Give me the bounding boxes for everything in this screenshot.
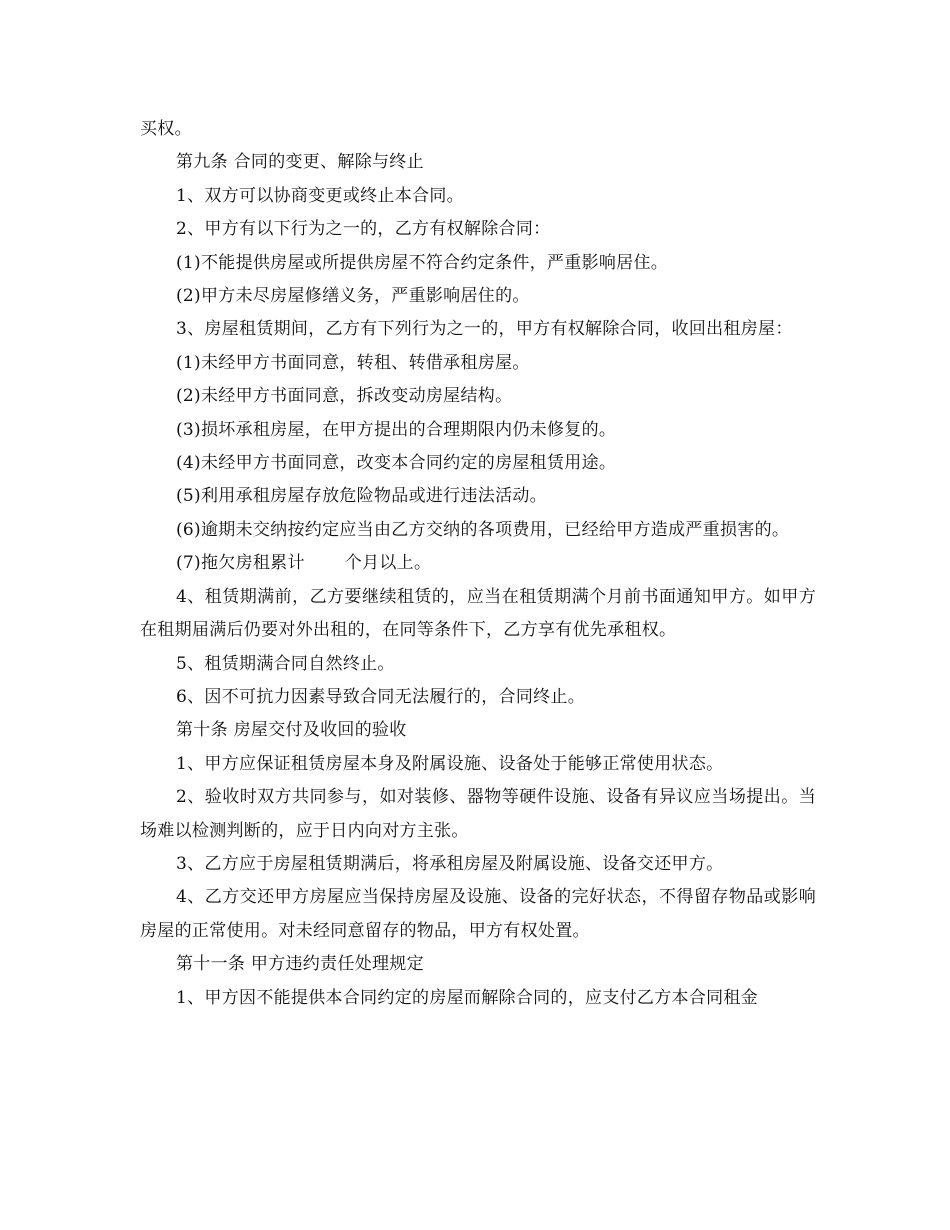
clause-9-3-4: (4)未经甲方书面同意，改变本合同约定的房屋租赁用途。 — [176, 453, 617, 474]
clause-9-3-6: (6)逾期未交纳按约定应当由乙方交纳的各项费用，已经给甲方造成严重损害的。 — [176, 519, 790, 540]
document-body — [140, 113, 816, 1015]
clause-9-2-2: (2)甲方未尽房屋修缮义务，严重影响居住的。 — [176, 286, 530, 307]
clause-9-3-7-before: (7)拖欠房租累计 — [176, 553, 305, 574]
clause-11-1: 1、甲方因不能提供本合同约定的房屋而解除合同的，应支付乙方本合同租金 — [176, 987, 759, 1008]
section-heading-10: 第十条 房屋交付及收回的验收 — [176, 720, 407, 741]
section-heading-9: 第九条 合同的变更、解除与终止 — [176, 152, 424, 173]
clause-9-5: 5、租赁期满合同自然终止。 — [176, 653, 395, 674]
clause-9-6: 6、因不可抗力因素导致合同无法履行的，合同终止。 — [176, 686, 586, 707]
clause-9-2: 2、甲方有以下行为之一的，乙方有权解除合同： — [176, 219, 551, 240]
clause-9-3-3: (3)损坏承租房屋，在甲方提出的合理期限内仍未修复的。 — [176, 419, 617, 440]
clause-10-3: 3、乙方应于房屋租赁期满后，将承租房屋及附属设施、设备交还甲方。 — [176, 853, 724, 874]
paragraph-continuation: 买权。 — [140, 119, 192, 139]
clause-9-4: 4、租赁期满前，乙方要继续租赁的，应当在租赁期满个月前书面通知甲方。如甲方在租期届满后仍要对外出租的，在同等条件下，乙方享有优先承租权。 — [140, 586, 816, 641]
clause-9-3-5: (5)利用承租房屋存放危险物品或进行违法活动。 — [176, 486, 547, 507]
clause-9-3-1: (1)未经甲方书面同意，转租、转借承租房屋。 — [176, 352, 530, 373]
clause-9-3-2: (2)未经甲方书面同意，拆改变动房屋结构。 — [176, 386, 513, 407]
clause-9-3: 3、房屋租赁期间，乙方有下列行为之一的，甲方有权解除合同，收回出租房屋： — [176, 319, 793, 340]
clause-9-3-7-after: 个月以上。 — [344, 553, 432, 574]
clause-9-1: 1、双方可以协商变更或终止本合同。 — [176, 185, 464, 206]
clause-10-2: 2、验收时双方共同参与，如对装修、器物等硬件设施、设备有异议应当场提出。当场难以检测判断的，应于日内向对方主张。 — [140, 787, 816, 841]
clause-10-4: 4、乙方交还甲方房屋应当保持房屋及设施、设备的完好状态，不得留存物品或影响房屋的正常使用。对未经同意留存的物品，甲方有权处置。 — [140, 887, 816, 941]
section-heading-11: 第十一条 甲方违约责任处理规定 — [176, 954, 424, 975]
clause-9-3-7 — [140, 547, 816, 580]
clause-10-1: 1、甲方应保证租赁房屋本身及附属设施、设备处于能够正常使用状态。 — [176, 753, 724, 774]
clause-9-2-1: (1)不能提供房屋或所提供房屋不符合约定条件，严重影响居住。 — [176, 252, 669, 273]
